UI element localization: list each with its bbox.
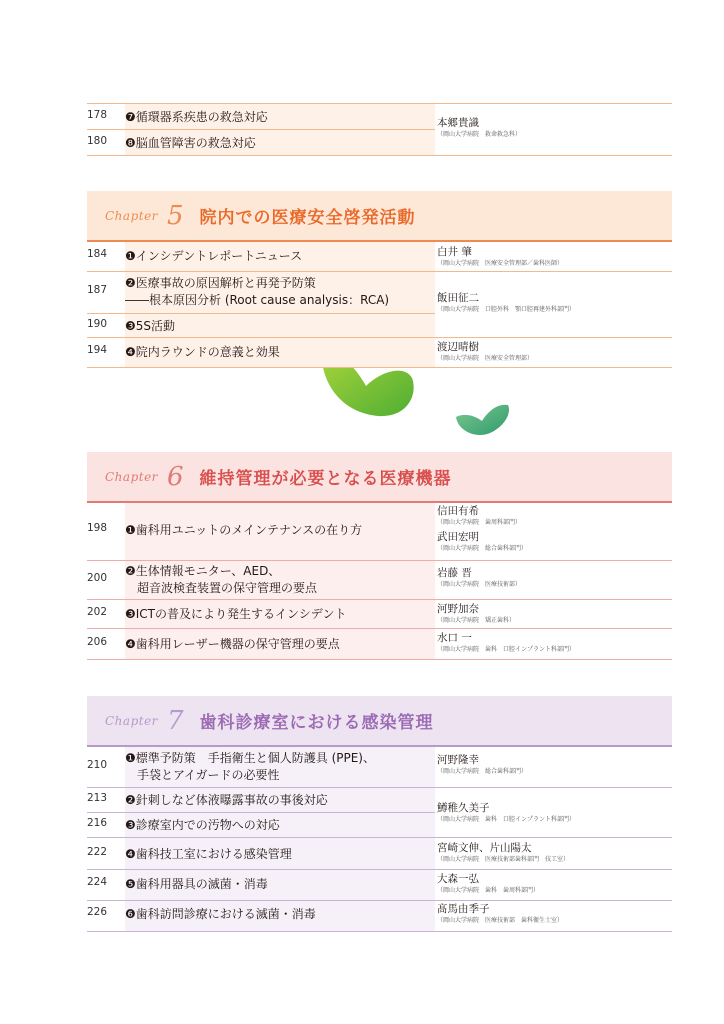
chapter-title: 歯科診療室における感染管理 (199, 713, 434, 733)
author-name: 髙馬由季子 (437, 903, 490, 915)
toc-title: ❸5S活動 (125, 319, 176, 333)
author-block (437, 873, 672, 898)
author-block (437, 341, 672, 366)
chapter5-header (87, 191, 672, 240)
toc-title: ❷生体情報モニター、AED、 超音波検査装置の保守管理の要点 (125, 564, 318, 595)
author-block (437, 246, 672, 271)
author-name: 水口 一 (437, 632, 472, 644)
toc-title: ❶歯科用ユニットのメインテナンスの在り方 (125, 523, 363, 537)
author-affiliation: （岡山大学病院 医療安全管理部／歯科医師） (437, 260, 564, 267)
chapter4-list (87, 103, 672, 157)
chapter6-header (87, 452, 672, 501)
page-number: 194 (87, 344, 108, 356)
page-number: 200 (87, 572, 108, 584)
author-affiliation: （岡山大学病院 総合歯科部門） (437, 545, 528, 552)
chapter6-list (87, 501, 672, 661)
chapter-title: 維持管理が必要となる医療機器 (199, 469, 452, 489)
chapter5-list (87, 240, 672, 370)
page-number: 226 (87, 906, 108, 918)
toc-title: ❶標準予防策 手指衛生と個人防護具 (PPE)、 手袋とアイガードの必要性 (125, 751, 375, 782)
page-number: 190 (87, 318, 108, 330)
author-block (437, 505, 672, 556)
page-number: 180 (87, 135, 108, 147)
author-block (437, 567, 672, 592)
author-name: 大森一弘 (437, 873, 479, 885)
toc-title: ❶インシデントレポートニュース (125, 249, 303, 263)
author-block (437, 292, 672, 317)
chapter-label: Chapter (105, 469, 158, 484)
leaf-teal-icon (454, 403, 514, 437)
chapter-title: 院内での医療安全啓発活動 (199, 208, 416, 228)
author-name: 飯田征二 (437, 292, 479, 304)
page-number: 213 (87, 792, 108, 804)
author-name: 本郷貴識 (437, 117, 479, 129)
author-affiliation: （岡山大学病院 救命救急科） (437, 131, 522, 138)
toc-title: ❷医療事故の原因解析と再発予防策 ――根本原因分析 (Root cause analysis：RCA) (125, 276, 390, 307)
author-affiliation: （岡山大学病院 総合歯科部門） (437, 768, 528, 775)
author-block (437, 603, 672, 628)
page-number: 198 (87, 522, 108, 534)
page-number: 187 (87, 284, 108, 296)
author-affiliation: （岡山大学病院 矯正歯科） (437, 617, 516, 624)
author-block (437, 754, 672, 779)
toc-title: ❹院内ラウンドの意義と効果 (125, 345, 280, 359)
toc-title: ❷針刺しなど体液曝露事故の事後対応 (125, 793, 328, 807)
toc-title: ❼循環器系疾患の救急対応 (125, 110, 268, 124)
chapter-label: Chapter (105, 713, 158, 728)
author-affiliation: （岡山大学病院 医療技術部 歯科衛生士室） (437, 917, 564, 924)
author-affiliation: （岡山大学病院 歯科 歯周科部門） (437, 887, 540, 894)
chapter7-list (87, 745, 672, 933)
author-name: 岩藤 晋 (437, 567, 472, 579)
page-number: 206 (87, 636, 108, 648)
toc-title: ❹歯科用レーザー機器の保守管理の要点 (125, 637, 340, 651)
toc-title: ❻歯科訪問診療における滅菌・消毒 (125, 907, 316, 921)
author-name: 武田宏明 (437, 531, 479, 543)
toc-title: ❸ICTの普及により発生するインシデント (125, 607, 347, 621)
page-number: 178 (87, 109, 108, 121)
page-number: 224 (87, 876, 108, 888)
author-affiliation: （岡山大学病院 口腔外科 顎口腔再建外科部門） (437, 306, 576, 313)
page-number: 184 (87, 248, 108, 260)
toc-title: ❺歯科用器具の滅菌・消毒 (125, 877, 268, 891)
author-block (437, 117, 672, 142)
author-name: 鱒稚久美子 (437, 802, 490, 814)
toc-title: ❽脳血管障害の救急対応 (125, 136, 256, 150)
page-number: 210 (87, 759, 108, 771)
chapter7-header (87, 696, 672, 745)
author-name: 河野隆幸 (437, 754, 479, 766)
chapter-number: 5 (167, 200, 184, 231)
author-name: 白井 肇 (437, 246, 472, 258)
author-name: 河野加奈 (437, 603, 479, 615)
author-affiliation: （岡山大学病院 医療技術部） (437, 581, 522, 588)
chapter-number: 6 (167, 461, 184, 492)
author-name: 信田有希 (437, 505, 479, 517)
author-name: 渡辺晴樹 (437, 341, 479, 353)
author-affiliation: （岡山大学病院 医療安全管理部） (437, 355, 534, 362)
author-block (437, 632, 672, 657)
author-affiliation: （岡山大学病院 歯周科部門） (437, 519, 522, 526)
author-block (437, 802, 672, 827)
author-affiliation: （岡山大学病院 歯科 口腔インプラント科部門） (437, 646, 576, 653)
chapter-number: 7 (167, 705, 184, 736)
page-number: 216 (87, 817, 108, 829)
author-affiliation: （岡山大学病院 医療技術部歯科部門 技工室） (437, 856, 570, 863)
author-block (437, 842, 672, 867)
chapter-label: Chapter (105, 208, 158, 223)
page-number: 202 (87, 606, 108, 618)
author-block (437, 903, 672, 928)
toc-title: ❹歯科技工室における感染管理 (125, 847, 292, 861)
author-name: 宮崎文伸、片山陽太 (437, 842, 532, 854)
author-affiliation: （岡山大学病院 歯科 口腔インプラント科部門） (437, 816, 576, 823)
page-number: 222 (87, 846, 108, 858)
toc-title: ❸診療室内での汚物への対応 (125, 818, 280, 832)
